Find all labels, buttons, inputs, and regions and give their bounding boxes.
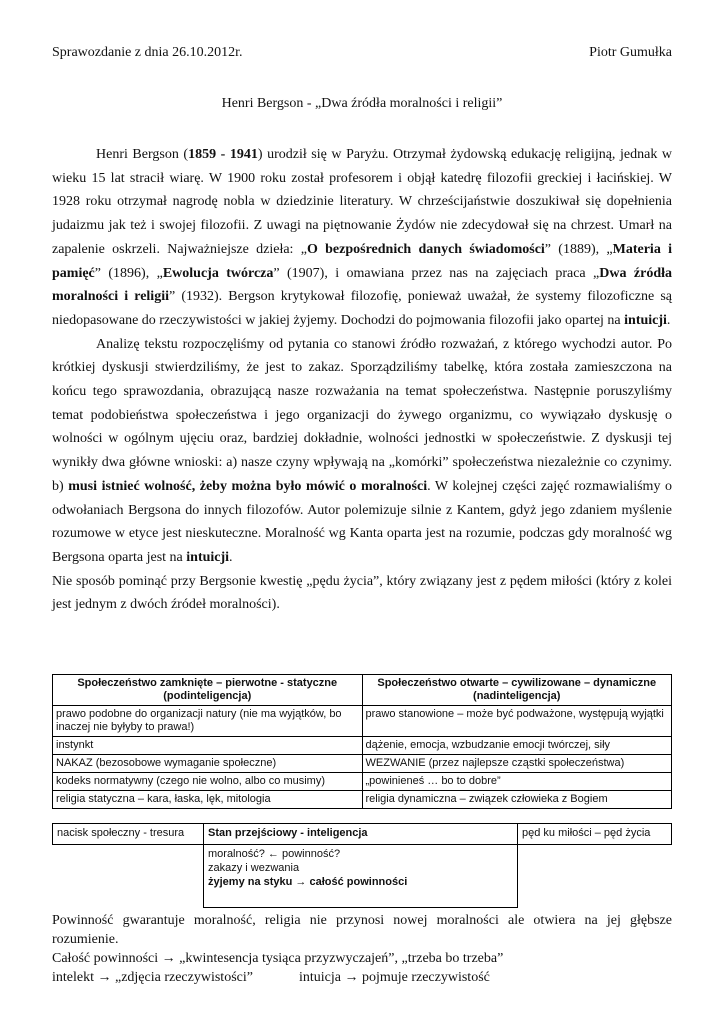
bold-run: Dwa źródła moralności i religii <box>52 265 672 305</box>
text-run: Analizę tekstu rozpoczęliśmy od pytania co stanowi źródło rozważań, z którego wychodzi autor. Po krótkiej dyskusji stwierdziliśmy, że jest to zakaz. Sporządziliśmy tabelkę, która została zamieszczona na końcu tego sprawozdania, obrazującą nasze rozważania na temat społeczeństwa. Następnie poruszyliśmy temat podobieństwa społeczeństwa i jego organizacji do żywego organizmu, co wywiązało dyskusję o wolności w ogólnym ujęciu oraz, bardziej dokładnie, wolności jednostki w społeczeństwie. Z dyskusji tej wynikły dwa główne wnioski: a) nasze czyny wpływają na „komórki” społeczeństwa niezależnie co czynimy. b) <box>52 336 672 494</box>
table-row <box>53 706 672 737</box>
text-run: . W kolejnej części zajęć rozmawialiśmy o odwołaniach Bergsona do innych filozofów. Autor polemizuje silnie z Kantem, gdyż jego zdaniem myślenie rozumowe w etyce jest nieskuteczne. Moralność wg Kanta oparta jest na rozumie, podczas gdy moralność wg Bergsona oparta jest na <box>52 478 673 565</box>
table-cell: kodeks normatywny (czego nie wolno, albo co musimy) <box>53 773 363 791</box>
table-row <box>53 773 672 791</box>
table-cell: WEZWANIE (przez najlepsze cząstki społeczeństwa) <box>362 755 672 773</box>
bold-run: O bezpośrednich danych świadomości <box>306 241 545 257</box>
conclusions <box>52 911 672 987</box>
transition-line: zakazy i wezwania <box>208 862 300 874</box>
intuition-note: intuicja → pojmuje rzeczywistość <box>298 970 490 985</box>
header-closed-society: Społeczeństwo zamknięte – pierwotne - statyczne (podinteligencja) <box>53 675 363 706</box>
author-name: Piotr Gumułka <box>589 45 672 60</box>
transition-line: moralność? ← powinność? <box>208 848 341 860</box>
table-cell: prawo podobne do organizacji natury (nie ma wyjątków, bo inaczej nie byłyby to prawa!) <box>53 706 363 737</box>
transition-body-cell <box>203 844 518 908</box>
text-run: ” (1932). Bergson krytykował filozofię, ponieważ uważał, że systemy filozoficzne są niedopasowane do rzeczywistości w jakiej żyjemy. Dochodzi do pojmowania filozofii jako opartej na <box>52 289 672 328</box>
document-body <box>52 143 672 617</box>
comparison-table <box>52 674 672 809</box>
bold-run: 1859 - 1941 <box>188 147 258 162</box>
table-row <box>53 755 672 773</box>
bold-run: Ewolucja twórcza <box>162 265 274 281</box>
paragraph-biography <box>52 143 672 333</box>
conclusion-line <box>52 968 672 987</box>
table-cell: instynkt <box>53 737 363 755</box>
paragraph-analysis <box>52 333 672 570</box>
table-row <box>53 791 672 809</box>
bold-run: intuicji <box>186 549 230 565</box>
table-cell: religia statyczna – kara, łaska, lęk, mitologia <box>53 791 363 809</box>
text-run: . <box>229 549 233 565</box>
text-run: ) urodził się w Paryżu. Otrzymał żydowską edukację religijną, jednak w wieku 15 lat stracił wiarę. W 1900 roku został profesorem i objął katedrę filozofii greckiej i łacińskiej. W 1928 roku otrzymał nagrodę nobla w dziedzinie literatury. W chrześcijaństwie doszukiwał się dopełnienia judaizmu jak też i swojej filozofii. Z uwagi na piętnowanie Żydów nie zdecydował się na chrzest. Umarł na zapalenie oskrzeli. Najważniejsze dzieła: „ <box>52 147 672 257</box>
text-run: . <box>666 312 671 328</box>
table-cell: dążenie, emocja, wzbudzanie emocji twórczej, siły <box>362 737 672 755</box>
conclusion-line: Powinność gwarantuje moralność, religia nie przynosi nowej moralności ale otwiera na jej głębsze rozumienie. <box>52 913 672 947</box>
conclusion-line: Całość powinności → „kwintesencja tysiąca przyzwyczajeń”, „trzeba bo trzeba” <box>52 951 504 966</box>
paragraph-elan-vital: Nie sposób pominąć przy Bergsonie kwestię „pędu życia”, który związany jest z pędem miłości (który z kolei jest jednym z dwóch źródeł moralności). <box>52 573 672 613</box>
text-run: Henri Bergson ( <box>96 147 189 162</box>
bold-run: Materia i pamięć <box>52 241 672 281</box>
table-cell: prawo stanowione – może być podważone, występują wyjątki <box>362 706 672 737</box>
table-header-row <box>53 675 672 706</box>
document-title: Henri Bergson - „Dwa źródła moralności i religii” <box>221 96 503 111</box>
bold-run: intuicji <box>624 312 667 328</box>
table-row <box>53 737 672 755</box>
table-cell: „powinieneś … bo to dobre” <box>362 773 672 791</box>
intellect-note: intelekt → „zdjęcia rzeczywistości” <box>52 970 253 985</box>
bold-run: musi istnieć wolność, żeby można było mówić o moralności <box>68 478 428 494</box>
table-cell: NAKAZ (bezosobowe wymaganie społeczne) <box>53 755 363 773</box>
header-open-society: Społeczeństwo otwarte – cywilizowane – dynamiczne (nadinteligencja) <box>362 675 672 706</box>
text-run: ” (1896), „ <box>94 265 163 281</box>
text-run: ” (1907), i omawiana przez nas na zajęciach praca „ <box>273 265 600 281</box>
text-run: ” (1889), „ <box>544 241 613 257</box>
table-cell: religia dynamiczna – związek człowieka z Bogiem <box>362 791 672 809</box>
transition-header-cell: Stan przejściowy - inteligencja <box>203 823 518 845</box>
pressure-cell: nacisk społeczny - tresura <box>52 823 204 845</box>
love-cell: pęd ku miłości – pęd życia <box>517 823 672 845</box>
report-date: Sprawozdanie z dnia 26.10.2012r. <box>52 45 243 60</box>
transition-line: żyjemy na styku → całość powinności <box>208 876 408 888</box>
